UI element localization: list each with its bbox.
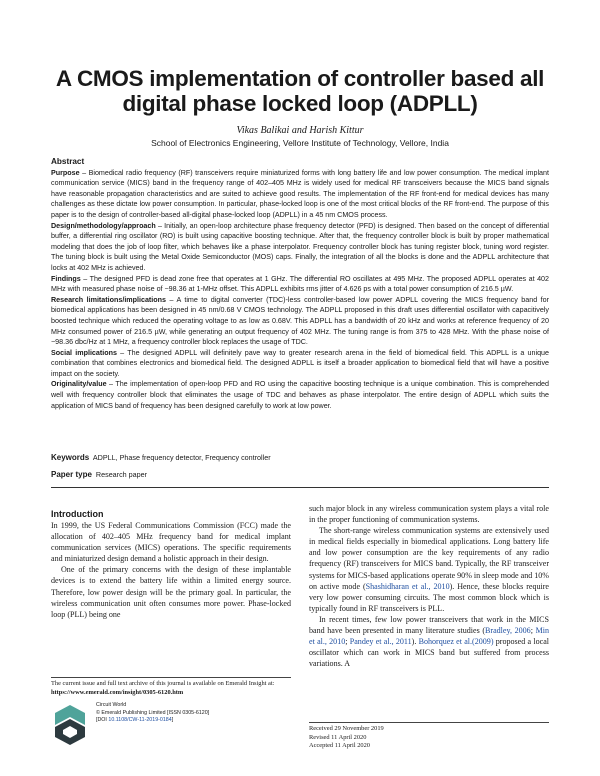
abstract-findings <box>51 274 549 295</box>
citation-link[interactable]: Bradley, 2006 <box>485 626 531 636</box>
originality-text: – The implementation of open-loop PFD and RO using the capacitive boosting technique is a unique combination. This is comprehended well with frequency controller block that eliminates the usage of TDC and behaves as phase interpolator. The entire design of ADPLL which suits the application of MICS band of frequency has been designed carefully to work at low power. <box>51 380 549 410</box>
originality-label: Originality/value <box>51 380 107 389</box>
archive-note-text: The current issue and full text archive of this journal is available on Emerald Insight at: <box>51 680 275 687</box>
citation-link[interactable]: Min et al., 2010 <box>309 626 549 647</box>
journal-info <box>96 702 209 725</box>
purpose-text: – Biomedical radio frequency (RF) transceivers require miniaturized forms with long battery life and low power consumption. The medical implant communication service (MICS) band in the frequency range of 402–405 MHz is widely used for medical RF transceivers because the MICS band signals have reasonable propagation characteristics and are suited to achieve good results. The implementation of the RF front-end for medical devices has many challenges as these dictate low power consumption. In particular, phase-locked loop is one of the most critical blocks of the RF front-end. The purpose of this paper is to the design of controller-based all-digital phase-locked loop (ADPLL) in a 45 nm CMOS process. <box>51 168 549 219</box>
intro-paragraph-5 <box>309 614 549 669</box>
keywords-text: ADPLL, Phase frequency detector, Frequency controller <box>92 453 271 462</box>
date-received: Received 29 November 2019 <box>309 725 384 732</box>
findings-label: Findings <box>51 274 81 283</box>
doi-label: [DOI <box>96 717 109 724</box>
research-text: – A time to digital converter (TDC)-less controller-based low power ADPLL covering the MICS frequency band for biomedical applications has been designed in 45 nm/0.68 V CMOS technology. The ADPLL proposed in this draft uses differential oscillator with capacitively boosted technique which reduced the operating voltage to as low as 0.68V. This ADPLL has a bandwidth of 20 kHz and works at reference frequency of 20 MHz consumed power of 216.5 µW, while generating an output frequency of 402 MHz. The tuning range is from 375 to 428 MHz. With the phase noise of −98.36 dbc/Hz at 1 MHz, a frequency controller block replaces the usage of TDC. <box>51 295 549 347</box>
para4-text-b: ). Hence, these blocks require very low power consuming circuits. The most common block which is typically found in RF transceivers is PLL. <box>309 581 549 613</box>
abstract-section <box>51 157 549 411</box>
left-column <box>51 520 291 620</box>
authors: Vikas Balikai and Harish Kittur <box>236 125 364 136</box>
para5-text-a: In recent times, few low power transceivers that work in the MICS band have been presented in many literature studies ( <box>309 614 549 636</box>
research-label: Research limitations/implications <box>51 295 166 304</box>
journal-copyright: © Emerald Publishing Limited [ISSN 0305-6120] <box>96 709 210 716</box>
abstract-originality <box>51 379 549 411</box>
section-divider <box>51 487 549 488</box>
right-column <box>309 503 549 669</box>
citation-separator: ; <box>345 637 350 647</box>
doi-end: ] <box>171 717 174 724</box>
introduction-heading: Introduction <box>51 509 104 519</box>
journal-name: Circuit World <box>96 702 127 708</box>
para4-text-a: The short-range wireless communication systems are extensively used in medical fields especially in biomedical applications. Long battery life and low power consumption are the key requirements of any radio frequency (RF) transceivers for MICS band. Typically, the RF transceiver systems for MICS-based applications operate 90% in sleep mode and 10% on active mode ( <box>309 526 550 591</box>
journal-doi <box>96 717 209 725</box>
citation-separator: ; <box>530 626 536 636</box>
date-revised: Revised 11 April 2020 <box>309 733 367 741</box>
abstract-design <box>51 221 549 274</box>
keywords <box>51 453 271 462</box>
keywords-label: Keywords <box>51 453 90 462</box>
design-label: Design/methodology/approach <box>51 221 156 230</box>
doi-link[interactable]: 10.1108/CW-11-2019-0184 <box>108 717 172 724</box>
abstract-heading: Abstract <box>51 157 85 166</box>
abstract-social <box>51 348 549 380</box>
paper-type-label: Paper type <box>51 470 92 479</box>
purpose-label: Purpose <box>51 168 80 177</box>
intro-paragraph-3: such major block in any wireless communication system plays a vital role in the proper functioning of communication systems. <box>309 504 549 525</box>
date-accepted: Accepted 11 April 2020 <box>309 742 370 749</box>
social-label: Social implications <box>51 348 117 357</box>
citation-link[interactable]: Pandey et al., 2011 <box>349 637 412 647</box>
affiliation: School of Electronics Engineering, Vellore Institute of Technology, Vellore, India <box>151 138 449 148</box>
paper-type-text: Research paper <box>95 470 148 479</box>
emerald-logo-icon <box>51 703 89 747</box>
abstract-research <box>51 295 549 348</box>
journal-archive-note <box>51 677 291 698</box>
intro-paragraph-1: In 1999, the US Federal Communications Commission (FCC) made the allocation of 402–405 MHz frequency band for medical implant communication services (MICS) operations. The specific requirements and miniaturized design demand a holistic approach in their design. <box>51 521 291 564</box>
citation-link[interactable]: Shashidharan et al., 2010 <box>365 581 450 591</box>
citation-link[interactable]: Bohorquez et al.(2009) <box>418 637 494 647</box>
abstract-purpose <box>51 168 549 221</box>
social-text: – The designed ADPLL will definitely pave way to greater research arena in the field of biomedical field. This ADPLL is a unique combination that combines electronics and biomedical field. The designed ADPLL is itself a broader application to biomedical field that will have a positive impact on the society. <box>51 348 549 378</box>
article-dates <box>309 722 549 751</box>
para5-text-mid: ). <box>411 637 419 647</box>
paper-type <box>51 470 147 479</box>
findings-text: – The designed PFD is dead zone free that operates at 1 GHz. The differential RO oscillates at 495 MHz. The proposed ADPLL operates at 402 MHz with measured phase noise of −98.36 at 1-MHz offset. This ADPLL exhibits rms jitter of 4.626 ps with a total power consumption of 216.5 µW. <box>51 274 549 294</box>
intro-paragraph-4 <box>309 525 549 614</box>
design-text: – Initially, an open-loop architecture phase frequency detector (PFD) is designed. Then based on the concept of differential buffer, a differential ring oscillator (RO) is built using capacitive boosting technique. After that, the frequency controller block is built by proper mathematical modeling that does the job of loop filter, which behaves like a phase interpolator. Frequency controller block has tuning register block, tuning word register. The tuning block is built using the Metal Oxide Semiconductor (MOS) caps. Finally, the integration of all the blocks is done and the ADPLL architecture that locks at 402 MHz is achieved. <box>51 221 549 272</box>
archive-url-link[interactable]: https://www.emerald.com/insight/0305-6120.htm <box>51 688 184 696</box>
intro-paragraph-2: One of the primary concerns with the design of these implantable devices is to extend the battery life within a limited energy source. Therefore, low power design will be the primary goal. In particular, the wireless communication unit often consumes more power. Phase-locked loop (PLL) being one <box>51 565 291 619</box>
paper-title: A CMOS implementation of controller based all digital phase locked loop (ADPLL) <box>55 66 545 116</box>
para5-text-b: proposed a local oscillator which can work in MICS band but suffered from process variations. A <box>309 637 549 669</box>
